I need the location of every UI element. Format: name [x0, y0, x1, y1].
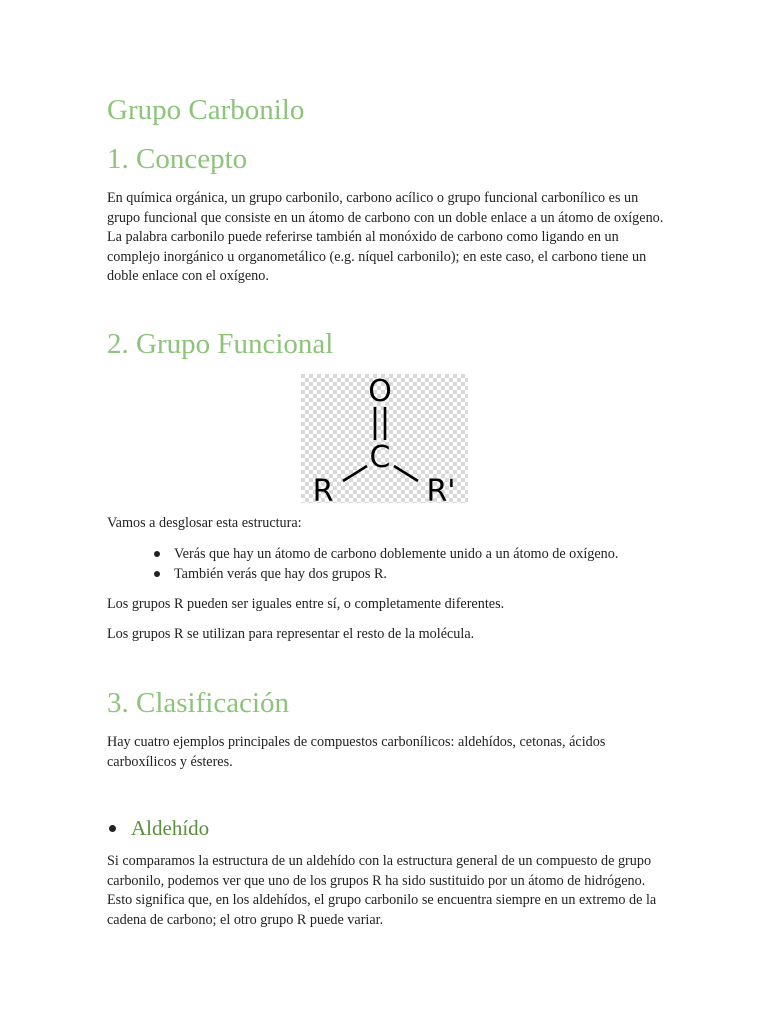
structure-intro: Vamos a desglosar esta estructura:	[107, 515, 302, 531]
list-item-text: Verás que hay un átomo de carbono doblemente unido a un átomo de oxígeno.	[174, 546, 619, 562]
aldehido-paragraph: Si comparamos la estructura de un aldehído con la estructura general de un compuesto de grupo carbonilo, podemos ver que uno de los grupos R ha sido sustituido por un átomo de hidrógeno. Esto significa que, en los aldehídos, el grupo carbonilo se encuentra siempre en un extremo de la cadena de carbono; el otro grupo R puede variar.	[107, 853, 657, 928]
bullet-dot-icon	[154, 551, 160, 557]
r-groups-paragraph-1: Los grupos R pueden ser iguales entre sí, o completamente diferentes.	[107, 596, 505, 612]
bullet-dot-icon	[109, 825, 116, 832]
section-heading-grupo-funcional: 2. Grupo Funcional	[107, 328, 334, 360]
bullet-dot-icon	[154, 571, 160, 577]
subsection-heading-text: Aldehído	[131, 816, 210, 840]
r-groups-paragraph-2: Los grupos R se utilizan para representar el resto de la molécula.	[107, 626, 475, 642]
document-title: Grupo Carbonilo	[107, 94, 305, 126]
group-r-prime-label: R'	[426, 474, 456, 503]
list-item-text: También verás que hay dos grupos R.	[174, 566, 387, 582]
section-heading-concepto: 1. Concepto	[107, 143, 248, 175]
concepto-paragraph: En química orgánica, un grupo carbonilo, carbono acílico o grupo funcional carbonílico es un grupo funcional que consiste en un átomo de carbono con un doble enlace a un átomo de oxígeno. La palabra carbonilo puede referirse también al monóxido de carbono como ligando en un complejo inorgánico u organometálico (e.g. níquel carbonilo); en este caso, el carbono tiene un doble enlace con el oxígeno.	[107, 190, 664, 284]
section-heading-clasificacion: 3. Clasificación	[107, 687, 290, 719]
subsection-heading-aldehido	[131, 815, 209, 841]
atom-o-label: O	[368, 374, 392, 409]
carbonyl-structure-diagram	[301, 374, 468, 503]
structure-bullet-list	[107, 544, 618, 584]
clasificacion-paragraph: Hay cuatro ejemplos principales de compuestos carbonílicos: aldehídos, cetonas, ácidos carboxílicos y ésteres.	[107, 734, 606, 770]
list-item	[107, 544, 618, 564]
atom-c-label: C	[369, 440, 391, 475]
group-r-label: R	[312, 474, 334, 503]
carbonyl-structure-figure	[301, 374, 468, 503]
list-item	[107, 564, 618, 584]
